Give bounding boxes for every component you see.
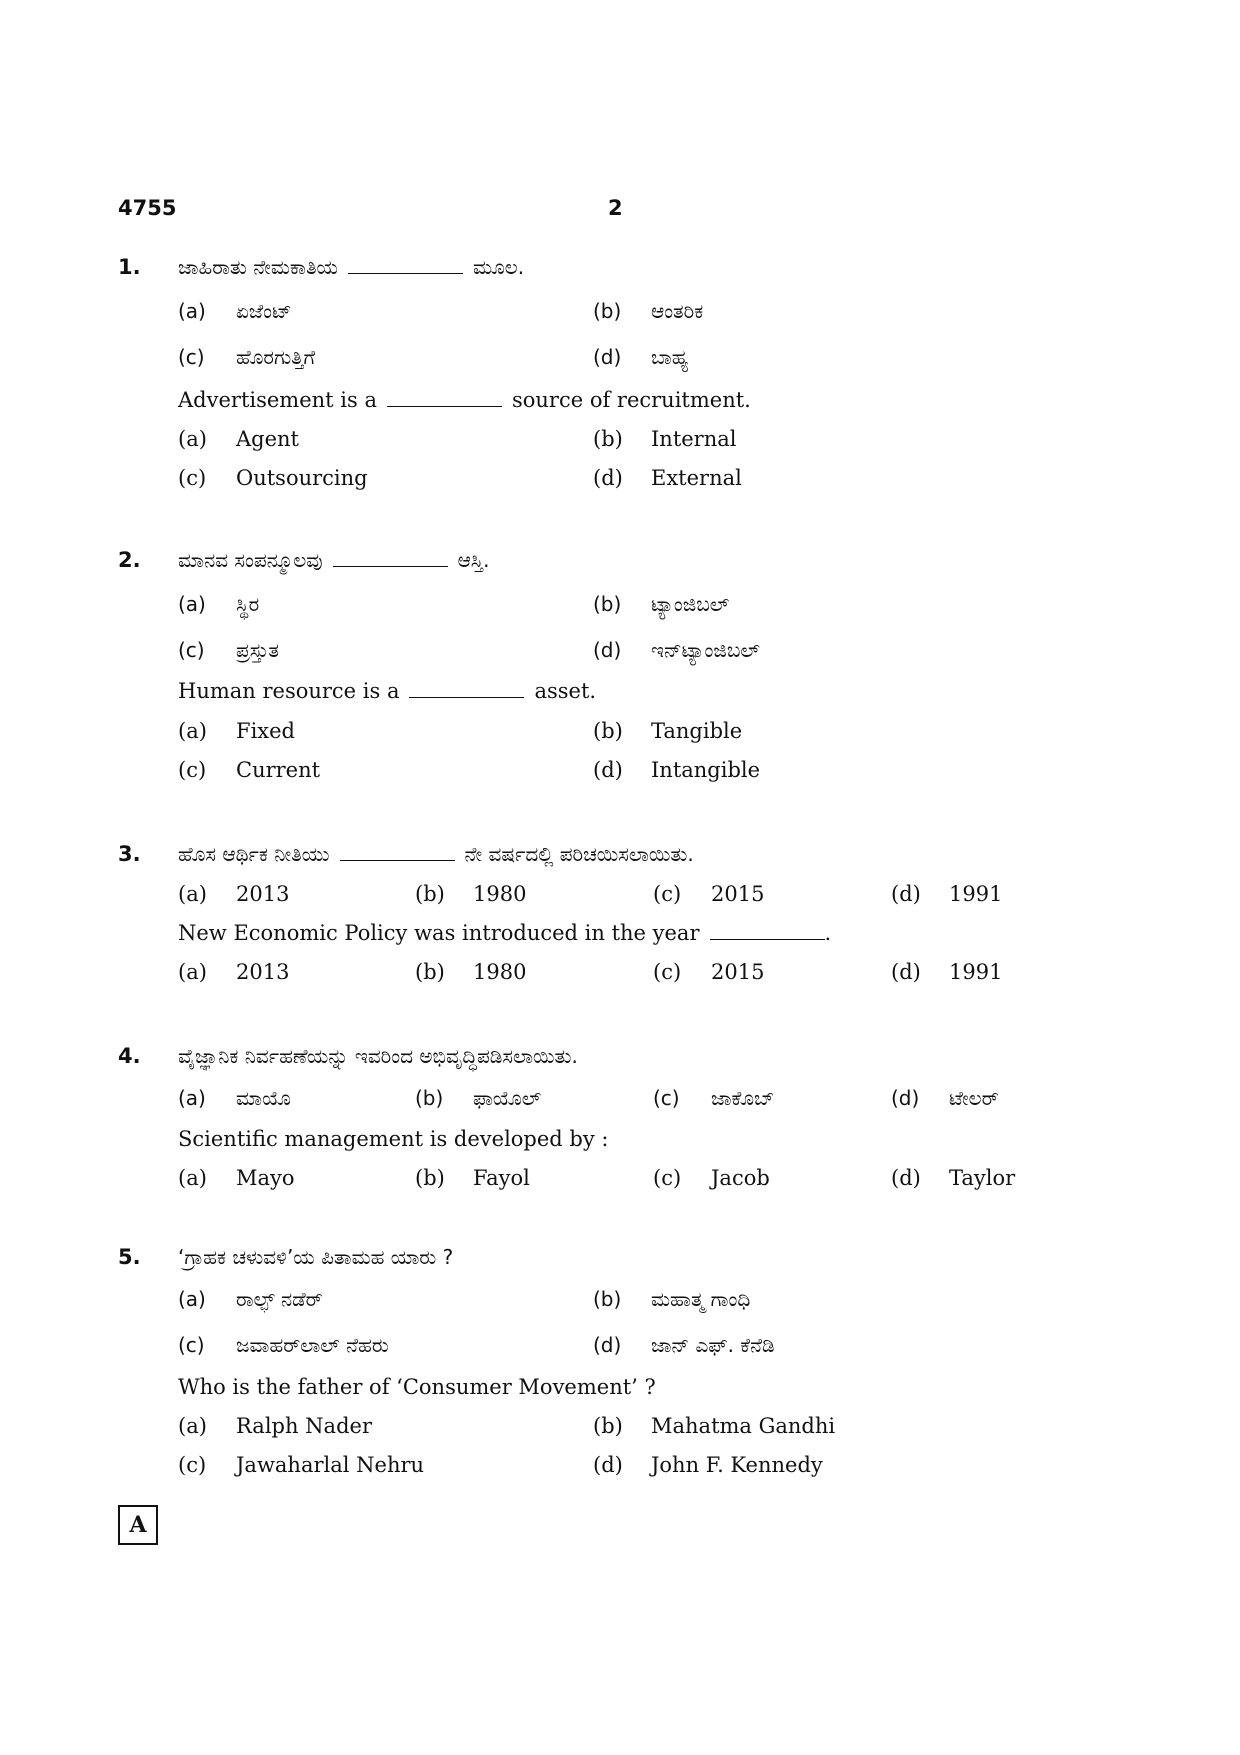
option-kn-b: (b) ಟ್ಯಾಂಜಿಬಲ್ [593, 592, 730, 616]
paper-code: 4755 [118, 196, 177, 220]
question-kannada: ‘ಗ್ರಾಹಕ ಚಳುವಳಿ’ಯ ಪಿತಾಮಹ ಯಾರು ? [178, 1245, 454, 1269]
option-kn-d: (d) 1991 [891, 882, 1003, 906]
question-english: Human resource is a asset. [178, 679, 597, 703]
page-header [118, 196, 638, 226]
question-number: 2. [118, 548, 141, 572]
option-kn-a: (a) 2013 [178, 882, 290, 906]
option-kn-b: (b) ಆಂತರಿಕ [593, 299, 704, 323]
question-number: 1. [118, 255, 141, 279]
option-en-a: (a) Fixed [178, 719, 296, 743]
option-en-c: (c) Current [178, 758, 321, 782]
answer-blank [340, 842, 455, 861]
question-kannada: ಹೊಸ ಆರ್ಥಿಕ ನೀತಿಯು ನೇ ವರ್ಷದಲ್ಲಿ ಪರಿಚಯಿಸಲಾಯಿತು. [178, 842, 694, 866]
page-number: 2 [608, 196, 623, 220]
question-number: 4. [118, 1044, 141, 1068]
question-number: 3. [118, 842, 141, 866]
option-en-b: (b) Tangible [593, 719, 743, 743]
option-kn-a: (a) ಏಜೆಂಟ್ [178, 299, 292, 323]
option-kn-b: (b) ಮಹಾತ್ಮ ಗಾಂಧಿ [593, 1287, 751, 1311]
option-kn-b: (b) ಫಾಯೊಲ್ [415, 1086, 542, 1110]
answer-blank [348, 255, 463, 274]
option-en-d: (d) 1991 [891, 960, 1003, 984]
question-english: Advertisement is a source of recruitment. [178, 388, 751, 412]
option-kn-c: (c) 2015 [653, 882, 765, 906]
option-kn-c: (c) ಪ್ರಸ್ತುತ [178, 638, 279, 662]
answer-blank [710, 921, 825, 940]
answer-blank [387, 388, 502, 407]
option-en-b: (b) Mahatma Gandhi [593, 1414, 836, 1438]
option-en-c: (c) Outsourcing [178, 466, 368, 490]
option-en-d: (d) Taylor [891, 1166, 1016, 1190]
option-kn-a: (a) ಸ್ಥಿರ [178, 592, 260, 616]
option-kn-a: (a) ರಾಲ್ಫ್ ನಡೆರ್ [178, 1287, 323, 1311]
option-en-a: (a) Agent [178, 427, 299, 451]
option-en-a: (a) 2013 [178, 960, 290, 984]
question-number: 5. [118, 1245, 141, 1269]
option-en-c: (c) Jawaharlal Nehru [178, 1453, 425, 1477]
question-kannada: ಮಾನವ ಸಂಪನ್ಮೂಲವು ಆಸ್ತಿ. [178, 548, 490, 572]
option-en-b: (b) Fayol [415, 1166, 530, 1190]
option-kn-c: (c) ಹೊರಗುತ್ತಿಗೆ [178, 345, 316, 369]
option-kn-d: (d) ಟೇಲರ್ [891, 1086, 999, 1110]
option-en-a: (a) Ralph Nader [178, 1414, 372, 1438]
option-kn-c: (c) ಜವಾಹರ್‌ಲಾಲ್ ನೆಹರು [178, 1333, 389, 1357]
option-kn-b: (b) 1980 [415, 882, 527, 906]
option-en-b: (b) Internal [593, 427, 737, 451]
option-en-d: (d) John F. Kennedy [593, 1453, 823, 1477]
option-kn-c: (c) ಜಾಕೊಬ್ [653, 1086, 775, 1110]
option-en-b: (b) 1980 [415, 960, 527, 984]
option-en-c: (c) Jacob [653, 1166, 770, 1190]
option-en-d: (d) External [593, 466, 742, 490]
option-en-d: (d) Intangible [593, 758, 761, 782]
option-en-a: (a) Mayo [178, 1166, 295, 1190]
option-kn-d: (d) ಇನ್‌ಟ್ಯಾಂಜಿಬಲ್ [593, 638, 760, 662]
option-kn-a: (a) ಮಾಯೊ [178, 1086, 291, 1110]
question-english: New Economic Policy was introduced in the year . [178, 921, 832, 945]
answer-blank [333, 548, 448, 567]
option-en-c: (c) 2015 [653, 960, 765, 984]
question-kannada: ಜಾಹಿರಾತು ನೇಮಕಾತಿಯ ಮೂಲ. [178, 255, 525, 279]
question-kannada: ವೈಜ್ಞಾನಿಕ ನಿರ್ವಹಣೆಯನ್ನು ಇವರಿಂದ ಅಭಿವೃದ್ಧಿಪಡಿಸಲಾಯಿತು. [178, 1044, 578, 1068]
answer-blank [409, 679, 524, 698]
option-kn-d: (d) ಜಾನ್ ಎಫ್. ಕೆನೆಡಿ [593, 1333, 775, 1357]
option-kn-d: (d) ಬಾಹ್ಯ [593, 345, 689, 369]
question-set-code: A [118, 1505, 158, 1545]
question-english: Who is the father of ‘Consumer Movement’ ? [178, 1375, 656, 1399]
question-english: Scientific management is developed by : [178, 1127, 609, 1151]
